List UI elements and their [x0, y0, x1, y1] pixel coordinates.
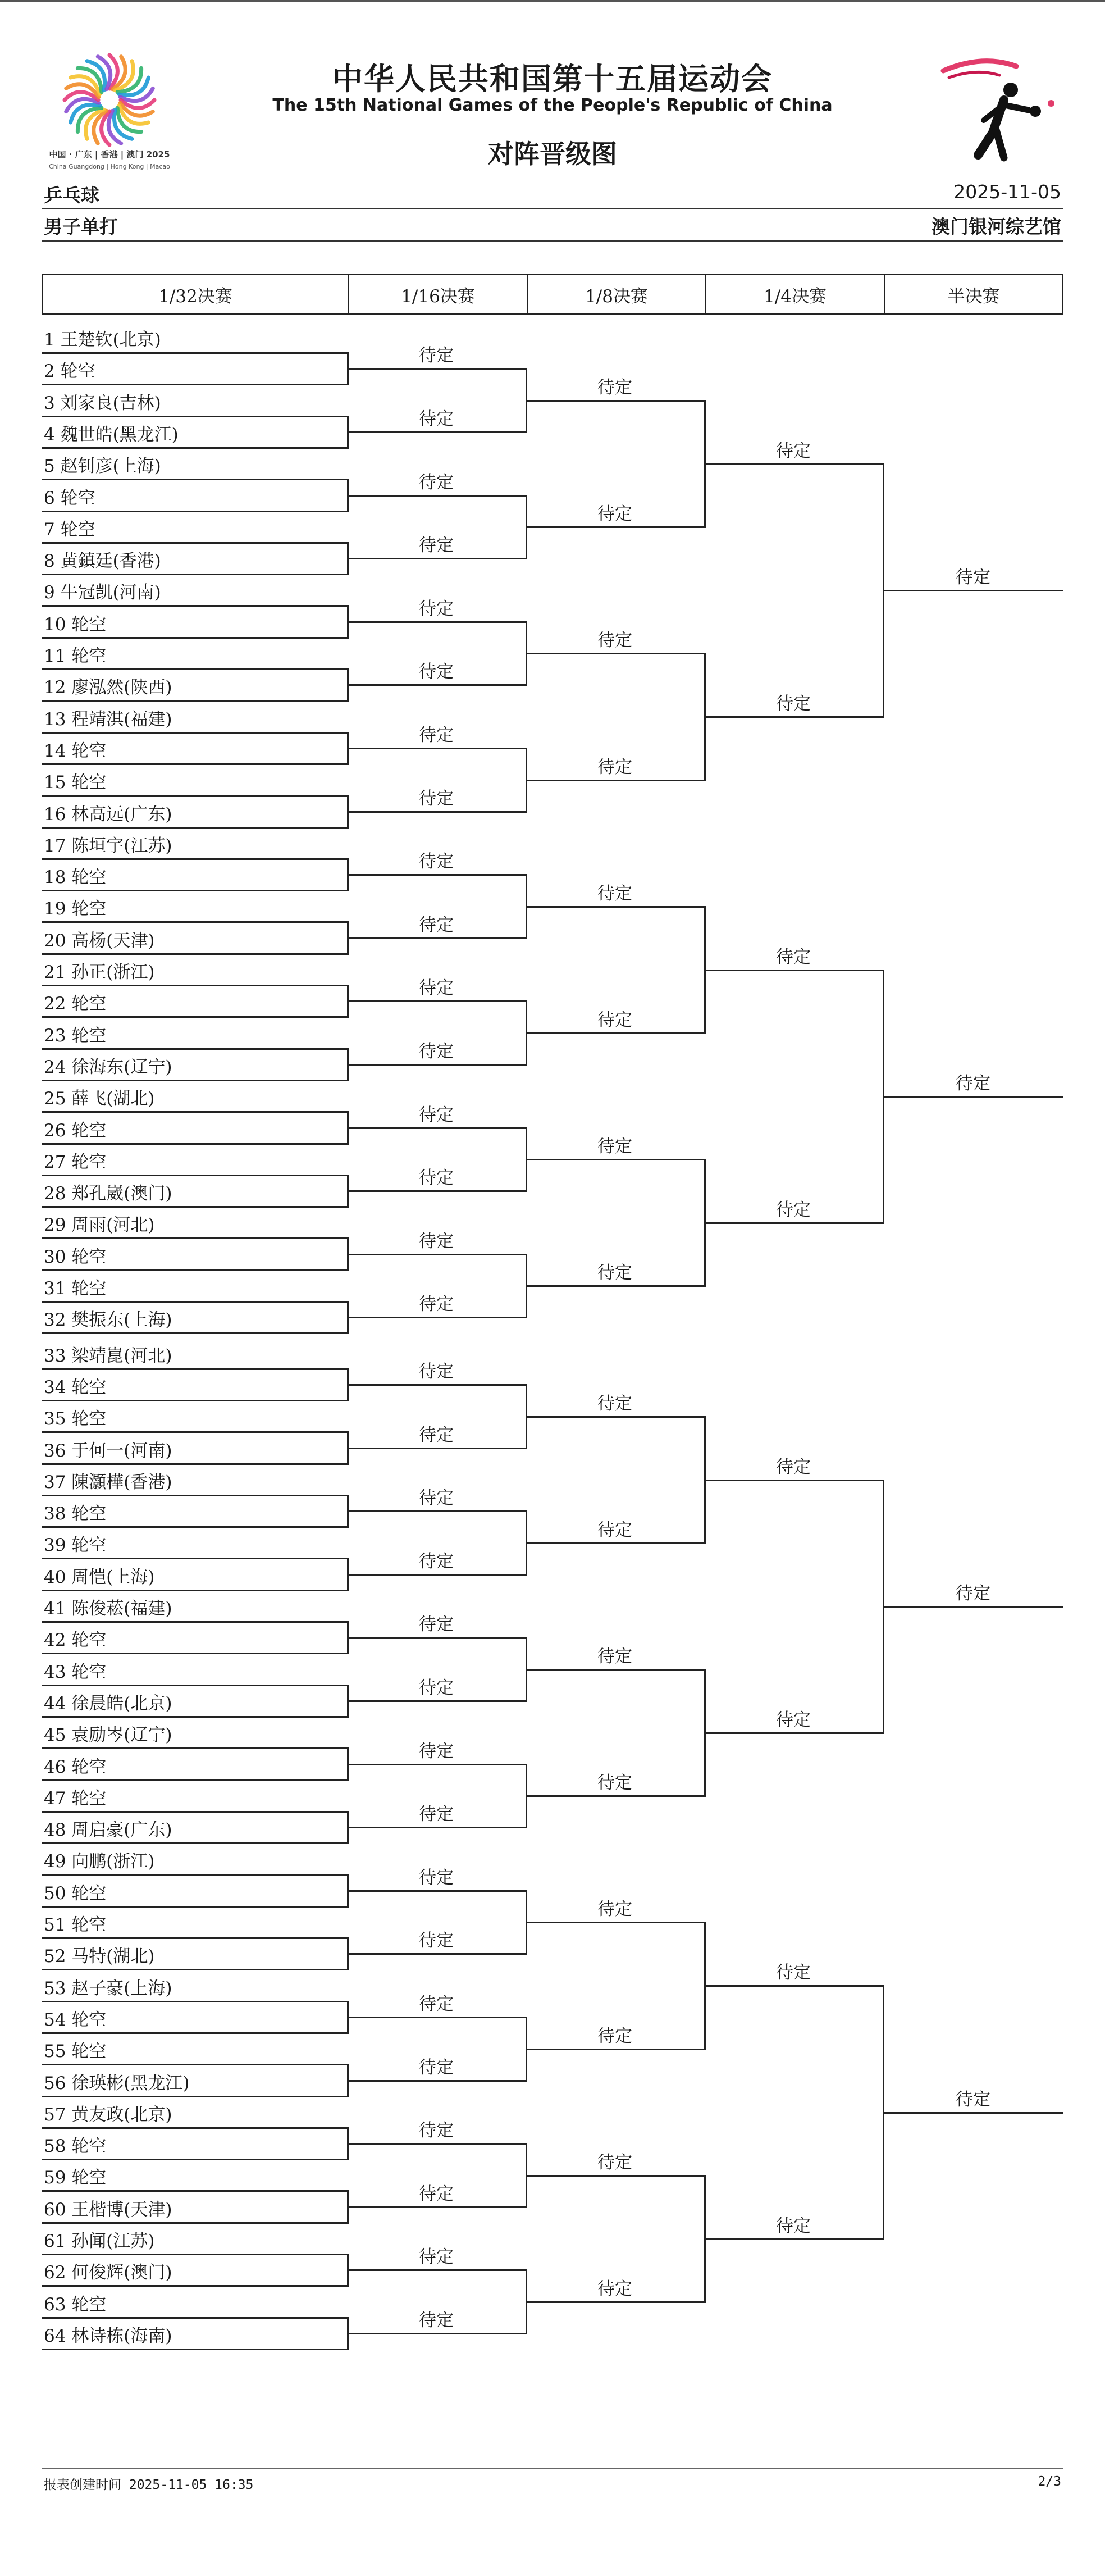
qf-line: [704, 1732, 883, 1734]
qf-pending-label: 待定: [776, 1963, 811, 1983]
player-line: [42, 2349, 347, 2350]
qf-line: [704, 1480, 883, 1481]
player-line: [42, 890, 347, 891]
r16-line: [347, 937, 526, 939]
r16-line: [347, 1127, 526, 1129]
player-entry: 7 轮空: [44, 520, 95, 540]
r16-pending-label: 待定: [419, 345, 454, 366]
player-entry: 5 赵钊彦(上海): [44, 456, 161, 476]
player-entry: 10 轮空: [44, 615, 107, 635]
r16-line: [347, 2333, 526, 2334]
player-entry: 23 轮空: [44, 1026, 107, 1046]
player-entry: 51 轮空: [44, 1915, 107, 1935]
r16-line: [347, 1764, 526, 1765]
r16-pending-label: 待定: [419, 1168, 454, 1188]
r16-pending-label: 待定: [419, 1362, 454, 1382]
qf-line: [704, 1222, 883, 1224]
r8-pending-label: 待定: [597, 1899, 632, 1919]
player-entry: 3 刘家良(吉林): [44, 393, 161, 413]
player-entry: 21 孙正(浙江): [44, 962, 155, 982]
r16-pending-label: 待定: [419, 1488, 454, 1508]
player-entry: 26 轮空: [44, 1121, 107, 1141]
r16-pending-label: 待定: [419, 535, 454, 556]
r16-line: [347, 1190, 526, 1192]
player-line: [42, 2159, 347, 2160]
player-line: [42, 985, 347, 986]
player-line: [42, 1621, 347, 1623]
player-entry: 28 郑孔崴(澳门): [44, 1184, 172, 1204]
r16-line: [347, 748, 526, 749]
logo-caption: 中国 · 广东 | 香港 | 澳门 2025: [49, 149, 170, 160]
player-line: [42, 542, 347, 544]
qf-pending-label: 待定: [776, 947, 811, 967]
r16-line: [347, 1000, 526, 1002]
r16-pending-label: 待定: [419, 1041, 454, 1062]
player-line: [42, 1048, 347, 1050]
player-line: [42, 1747, 347, 1749]
r16-pending-label: 待定: [419, 1294, 454, 1314]
r8-pending-label: 待定: [597, 504, 632, 524]
player-line: [42, 605, 347, 607]
r16-line: [347, 1827, 526, 1828]
player-entry: 6 轮空: [44, 488, 95, 508]
r16-pending-label: 待定: [419, 1551, 454, 1572]
player-line: [42, 827, 347, 829]
r8-pending-label: 待定: [597, 2152, 632, 2173]
player-entry: 24 徐海东(辽宁): [44, 1057, 172, 1077]
player-entry: 60 王楷博(天津): [44, 2200, 172, 2220]
r16-line: [347, 1953, 526, 1955]
round-sf: 半决赛: [947, 286, 1000, 307]
player-line: [42, 2285, 347, 2287]
r8-pending-label: 待定: [597, 2279, 632, 2299]
r8-line: [526, 1032, 704, 1034]
player-line: [42, 668, 347, 670]
r16-pending-label: 待定: [419, 915, 454, 935]
r16-line: [347, 874, 526, 876]
qf-line: [704, 1985, 883, 1987]
r8-line: [526, 1669, 704, 1671]
r16-line: [347, 1637, 526, 1639]
sf-line: [883, 1606, 1063, 1608]
player-line: [42, 1779, 347, 1781]
player-line: [42, 1969, 347, 1970]
r8-line: [526, 906, 704, 908]
round-qf: 1/4决赛: [706, 275, 885, 313]
player-line: [42, 1143, 347, 1145]
r16-pending-label: 待定: [419, 1231, 454, 1251]
qf-pending-label: 待定: [776, 2216, 811, 2236]
player-line: [42, 1937, 347, 1939]
player-entry: 46 轮空: [44, 1757, 107, 1777]
player-line: [42, 479, 347, 480]
player-entry: 36 于何一(河南): [44, 1441, 172, 1461]
player-entry: 4 魏世皓(黑龙江): [44, 425, 179, 445]
player-line: [42, 795, 347, 797]
player-line: [42, 2064, 347, 2065]
r16-line: [347, 1510, 526, 1512]
sf-pending-label: 待定: [956, 1073, 990, 1094]
r16-pending-label: 待定: [419, 472, 454, 493]
player-entry: 52 马特(湖北): [44, 1946, 155, 1967]
r16-pending-label: 待定: [419, 662, 454, 682]
player-entry: 41 陈俊菘(福建): [44, 1599, 172, 1619]
r16-line: [347, 1064, 526, 1066]
round-r16: 1/16决赛: [349, 275, 528, 313]
player-entry: 25 薛飞(湖北): [44, 1089, 155, 1109]
qf-line: [704, 463, 883, 465]
player-entry: 13 程靖淇(福建): [44, 709, 172, 730]
r16-pending-label: 待定: [419, 852, 454, 872]
player-line: [42, 1301, 347, 1303]
player-entry: 37 陳灝樺(香港): [44, 1472, 172, 1492]
player-entry: 62 何俊辉(澳门): [44, 2263, 172, 2283]
player-entry: 43 轮空: [44, 1662, 107, 1682]
qf-pending-label: 待定: [776, 694, 811, 714]
player-entry: 34 轮空: [44, 1377, 107, 1398]
r16-pending-label: 待定: [419, 978, 454, 998]
qf-pending-label: 待定: [776, 1200, 811, 1220]
event-date: 2025-11-05: [953, 181, 1061, 203]
sport-name: 乒乓球: [44, 184, 99, 206]
report-created-time: 报表创建时间 2025-11-05 16:35: [44, 2478, 254, 2492]
r16-line: [347, 2080, 526, 2082]
player-line: [42, 1811, 347, 1813]
player-line: [42, 700, 347, 702]
r8-line: [526, 2301, 704, 2303]
r16-pending-label: 待定: [419, 789, 454, 809]
venue-name: 澳门银河综艺馆: [932, 216, 1061, 238]
r16-line: [347, 495, 526, 497]
r16-pending-label: 待定: [419, 1868, 454, 1888]
r8-pending-label: 待定: [597, 757, 632, 777]
sf-pending-label: 待定: [956, 2090, 990, 2110]
r8-pending-label: 待定: [597, 1646, 632, 1667]
r8-pending-label: 待定: [597, 1010, 632, 1030]
player-entry: 29 周雨(河北): [44, 1215, 155, 1235]
r16-pending-label: 待定: [419, 1741, 454, 1762]
player-line: [42, 416, 347, 417]
player-entry: 54 轮空: [44, 2010, 107, 2030]
r8-line: [526, 780, 704, 781]
player-entry: 53 赵子豪(上海): [44, 1978, 172, 1999]
player-entry: 39 轮空: [44, 1535, 107, 1555]
r8-line: [526, 2175, 704, 2177]
r8-line: [526, 2049, 704, 2050]
player-line: [42, 1716, 347, 1718]
player-entry: 59 轮空: [44, 2168, 107, 2188]
player-entry: 27 轮空: [44, 1152, 107, 1172]
player-entry: 58 轮空: [44, 2136, 107, 2156]
player-entry: 1 王楚钦(北京): [44, 330, 161, 350]
player-entry: 42 轮空: [44, 1630, 107, 1650]
player-entry: 47 轮空: [44, 1788, 107, 1809]
r8-pending-label: 待定: [597, 1520, 632, 1540]
r16-pending-label: 待定: [419, 725, 454, 745]
r8-pending-label: 待定: [597, 1136, 632, 1157]
player-entry: 15 轮空: [44, 772, 107, 793]
player-entry: 49 向鹏(浙江): [44, 1851, 155, 1872]
player-line: [42, 352, 347, 354]
r16-line: [347, 2269, 526, 2271]
player-entry: 12 廖泓然(陕西): [44, 677, 172, 698]
player-entry: 45 袁励岑(辽宁): [44, 1725, 172, 1745]
player-line: [42, 1080, 347, 1081]
player-entry: 9 牛冠凯(河南): [44, 582, 161, 603]
player-entry: 35 轮空: [44, 1409, 107, 1429]
player-entry: 16 林高远(广东): [44, 804, 172, 825]
player-line: [42, 1526, 347, 1528]
r8-line: [526, 1285, 704, 1287]
player-line: [42, 511, 347, 512]
player-entry: 2 轮空: [44, 361, 95, 381]
round-r32: 1/32决赛: [43, 275, 349, 313]
player-entry: 57 黄友政(北京): [44, 2105, 172, 2125]
player-line: [42, 732, 347, 734]
qf-line: [704, 970, 883, 971]
r8-line: [526, 1159, 704, 1160]
player-line: [42, 1653, 347, 1654]
player-entry: 38 轮空: [44, 1504, 107, 1524]
player-entry: 20 高杨(天津): [44, 931, 155, 951]
player-entry: 14 轮空: [44, 741, 107, 761]
page-number: 2/3: [1038, 2474, 1061, 2489]
r8-pending-label: 待定: [597, 1394, 632, 1414]
qf-pending-label: 待定: [776, 441, 811, 461]
sf-line: [883, 2112, 1063, 2114]
r8-pending-label: 待定: [597, 1773, 632, 1793]
player-entry: 32 樊振东(上海): [44, 1310, 172, 1330]
sf-pending-label: 待定: [956, 1583, 990, 1604]
r16-pending-label: 待定: [419, 2247, 454, 2267]
player-line: [42, 1431, 347, 1433]
r8-line: [526, 400, 704, 402]
r16-pending-label: 待定: [419, 409, 454, 429]
player-entry: 63 轮空: [44, 2295, 107, 2315]
r16-pending-label: 待定: [419, 2184, 454, 2204]
player-line: [42, 858, 347, 860]
round-r8: 1/8决赛: [528, 275, 706, 313]
r16-line: [347, 621, 526, 623]
player-line: [42, 1685, 347, 1686]
player-entry: 18 轮空: [44, 867, 107, 888]
r16-line: [347, 2017, 526, 2018]
player-entry: 55 轮空: [44, 2041, 107, 2061]
r16-pending-label: 待定: [419, 2120, 454, 2141]
player-line: [42, 1400, 347, 1401]
player-entry: 22 轮空: [44, 994, 107, 1014]
player-entry: 11 轮空: [44, 646, 107, 666]
r8-line: [526, 1795, 704, 1797]
r8-pending-label: 待定: [597, 630, 632, 650]
player-line: [42, 2001, 347, 2002]
page-title-cn: 中华人民共和国第十五届运动会: [332, 61, 773, 97]
player-line: [42, 1237, 347, 1239]
r16-line: [347, 811, 526, 813]
r16-pending-label: 待定: [419, 1994, 454, 2014]
player-entry: 44 徐晨皓(北京): [44, 1694, 172, 1714]
r8-line: [526, 1922, 704, 1923]
player-line: [42, 1842, 347, 1844]
player-line: [42, 574, 347, 575]
r16-pending-label: 待定: [419, 1931, 454, 1951]
sf-line: [883, 1096, 1063, 1098]
r16-pending-label: 待定: [419, 2058, 454, 2078]
player-line: [42, 1206, 347, 1208]
player-line: [42, 953, 347, 955]
r8-pending-label: 待定: [597, 377, 632, 398]
r16-line: [347, 558, 526, 559]
player-line: [42, 2190, 347, 2192]
r16-line: [347, 1700, 526, 1702]
footer-divider: [42, 2468, 1063, 2469]
player-entry: 33 梁靖崑(河北): [44, 1346, 172, 1366]
qf-pending-label: 待定: [776, 1457, 811, 1477]
r16-line: [347, 2143, 526, 2145]
player-entry: 48 周启豪(广东): [44, 1820, 172, 1840]
player-line: [42, 1590, 347, 1591]
player-line: [42, 1874, 347, 1876]
player-entry: 31 轮空: [44, 1278, 107, 1299]
r16-pending-label: 待定: [419, 1678, 454, 1698]
r16-line: [347, 684, 526, 686]
sf-line: [883, 590, 1063, 591]
player-line: [42, 1906, 347, 1908]
r16-pending-label: 待定: [419, 1425, 454, 1445]
player-line: [42, 1269, 347, 1271]
player-line: [42, 1016, 347, 1018]
player-line: [42, 2222, 347, 2224]
r8-line: [526, 653, 704, 654]
sf-pending-label: 待定: [956, 567, 990, 588]
r16-line: [347, 1384, 526, 1386]
page-title-en: The 15th National Games of the People's Republic of China: [272, 95, 833, 115]
player-entry: 61 孙闻(江苏): [44, 2231, 155, 2251]
player-line: [42, 2317, 347, 2319]
qf-line: [704, 716, 883, 718]
r16-line: [347, 1448, 526, 1449]
page-subtitle: 对阵晋级图: [488, 139, 617, 169]
player-line: [42, 2127, 347, 2129]
r16-pending-label: 待定: [419, 599, 454, 619]
player-entry: 40 周恺(上海): [44, 1567, 155, 1587]
r16-pending-label: 待定: [419, 1614, 454, 1635]
r16-line: [347, 1890, 526, 1892]
player-entry: 19 轮空: [44, 899, 107, 919]
player-line: [42, 1332, 347, 1334]
player-entry: 56 徐瑛彬(黑龙江): [44, 2073, 190, 2093]
r16-line: [347, 368, 526, 370]
player-entry: 50 轮空: [44, 1883, 107, 1904]
player-line: [42, 384, 347, 385]
player-line: [42, 921, 347, 923]
qf-pending-label: 待定: [776, 1710, 811, 1730]
r8-pending-label: 待定: [597, 2026, 632, 2046]
player-entry: 30 轮空: [44, 1247, 107, 1267]
r16-pending-label: 待定: [419, 1804, 454, 1824]
r16-line: [347, 1317, 526, 1318]
r16-pending-label: 待定: [419, 2310, 454, 2331]
player-line: [42, 1175, 347, 1176]
player-line: [42, 2096, 347, 2097]
r8-line: [526, 1416, 704, 1418]
player-entry: 8 黄鎮廷(香港): [44, 551, 161, 571]
logo-caption-en: China Guangdong | Hong Kong | Macao: [49, 163, 170, 170]
r16-line: [347, 2206, 526, 2208]
event-name: 男子单打: [44, 216, 118, 238]
r16-line: [347, 1574, 526, 1576]
player-line: [42, 763, 347, 765]
player-line: [42, 1111, 347, 1113]
player-line: [42, 2032, 347, 2034]
r8-line: [526, 1542, 704, 1544]
player-entry: 17 陈垣宇(江苏): [44, 836, 172, 856]
r8-line: [526, 526, 704, 528]
player-line: [42, 1463, 347, 1465]
r16-line: [347, 1254, 526, 1255]
qf-line: [704, 2238, 883, 2240]
player-line: [42, 2254, 347, 2255]
player-entry: 64 林诗栋(海南): [44, 2326, 172, 2346]
r16-pending-label: 待定: [419, 1105, 454, 1125]
r8-pending-label: 待定: [597, 884, 632, 904]
player-line: [42, 637, 347, 639]
r8-pending-label: 待定: [597, 1263, 632, 1283]
player-line: [42, 1368, 347, 1370]
r16-line: [347, 431, 526, 433]
player-line: [42, 447, 347, 449]
player-line: [42, 1558, 347, 1559]
player-line: [42, 1495, 347, 1496]
